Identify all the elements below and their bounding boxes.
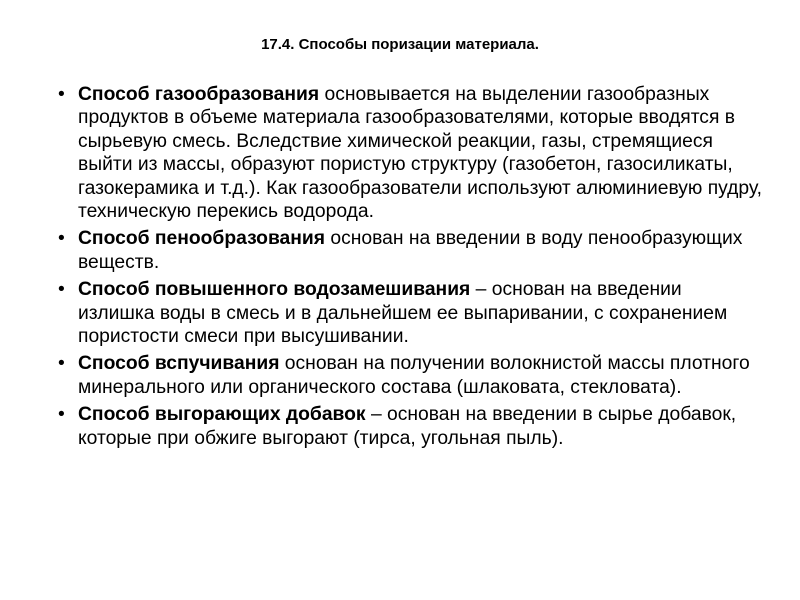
bullet-text: основан на введении в воду пенообразующих веществ. (78, 228, 743, 273)
bullet-term: Способ вспучивания (78, 353, 280, 375)
bullet-item-foam-forming (58, 227, 763, 274)
bullet-text: – основан на введении в сырье добавок, которые при обжиге выгорают (тирса, угольная пыль). (78, 404, 737, 449)
bullet-icon: • (58, 84, 65, 105)
bullet-icon: • (58, 353, 65, 375)
bullet-term: Способ газообразования (78, 84, 320, 105)
bullet-list (58, 83, 763, 454)
bullet-text: основывается на выделении газообразных продуктов в объеме материала газообразователями, которые вводятся в сырьевую смесь. Вследствие химической реакции, газы, стремящиеся выйти из массы, образуют пористую структуру (газобетон, газосиликаты, газокерамика и т.д.). Как газообразователи используют алюминиевую пудру, техническую перекись водорода. (78, 84, 762, 223)
bullet-text: основан на получении волокнистой массы плотного минерального или органического состава (шлаковата, стекловата). (78, 353, 750, 398)
bullet-item-swelling (58, 352, 763, 399)
bullet-icon: • (58, 228, 65, 250)
bullet-item-gas-forming (58, 83, 763, 223)
bullet-term: Способ повышенного водозамешивания (78, 279, 471, 301)
bullet-icon: • (58, 279, 65, 301)
slide-title: 17.4. Способы поризации материала. (261, 36, 539, 53)
bullet-item-burnout-additives (58, 403, 763, 450)
bullet-icon: • (58, 404, 65, 426)
bullet-text: – основан на введении излишка воды в смесь и в дальнейшем ее выпаривании, с сохранением пористости смеси при высушивании. (78, 279, 728, 348)
bullet-item-excess-water (58, 278, 763, 348)
bullet-term: Способ выгорающих добавок (78, 404, 366, 426)
bullet-term: Способ пенообразования (78, 228, 326, 250)
